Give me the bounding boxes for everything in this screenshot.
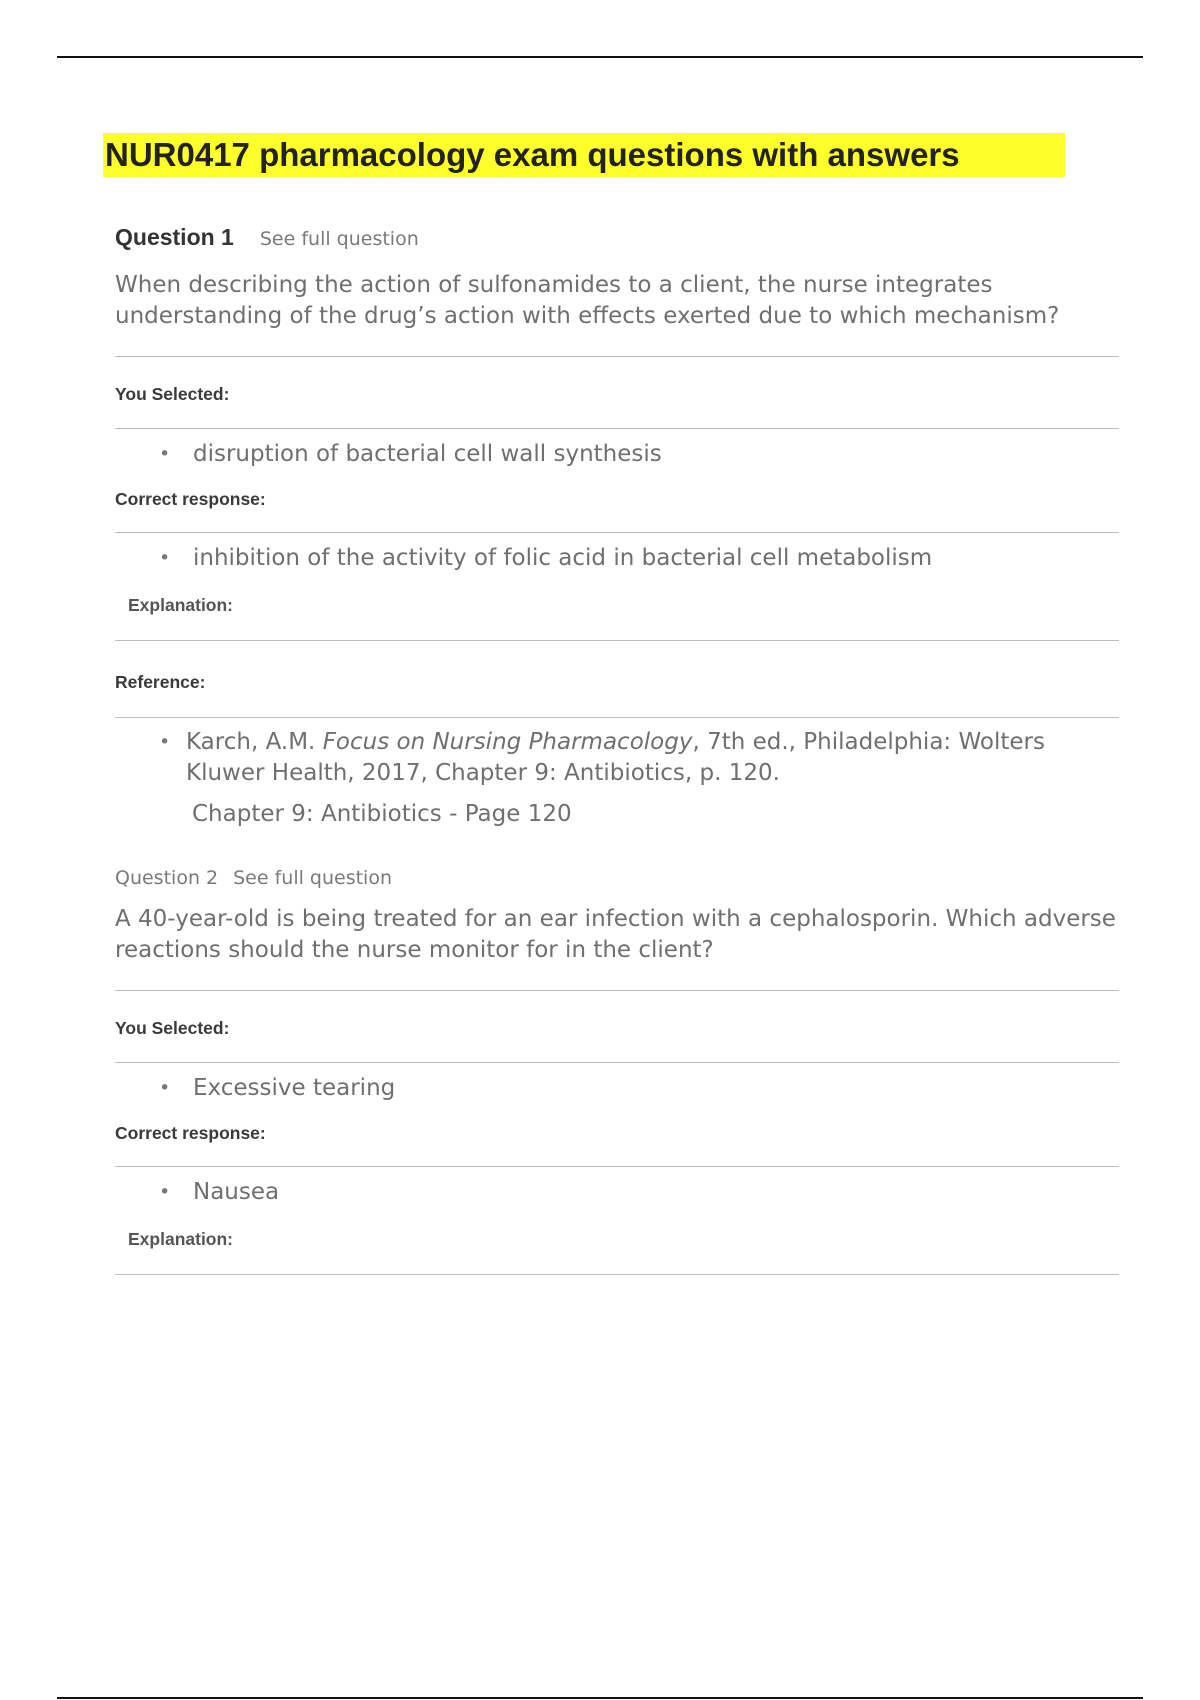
- see-full-question-link[interactable]: See full question: [233, 867, 393, 889]
- you-selected-label: You Selected:: [115, 384, 230, 404]
- correct-response-label: Correct response:: [115, 1123, 266, 1143]
- explanation-label: Explanation:: [128, 595, 234, 615]
- question-2: [115, 867, 1119, 1275]
- bottom-rule: [57, 1697, 1143, 1699]
- you-selected-label: You Selected:: [115, 1018, 230, 1038]
- document-title: NUR0417 pharmacology exam questions with answers: [103, 133, 1065, 177]
- question-list: [115, 224, 1119, 1275]
- explanation-label: Explanation:: [128, 1229, 234, 1249]
- reference-citation: [115, 727, 1119, 789]
- correct-answer: • inhibition of the activity of folic acid in bacterial cell metabolism: [115, 543, 1119, 574]
- question-number: Question 1: [115, 224, 234, 250]
- divider: [115, 1062, 1119, 1063]
- question-1: [115, 224, 1119, 827]
- divider: [115, 356, 1119, 357]
- correct-answer-list: [115, 1177, 1119, 1208]
- question-header: [115, 867, 1119, 889]
- divider: [115, 990, 1119, 991]
- correct-answer-list: [115, 543, 1119, 574]
- question-header: [115, 224, 1119, 251]
- selected-answer-list: [115, 1073, 1119, 1104]
- reference-details: , 7th ed., Philadelphia: Wolters Kluwer Health, 2017, Chapter 9: Antibiotics, p. 120.: [186, 729, 1045, 786]
- selected-answer: • disruption of bacterial cell wall synthesis: [115, 439, 1119, 470]
- divider: [115, 640, 1119, 641]
- reference-list: [115, 727, 1119, 789]
- selected-answer-list: [115, 439, 1119, 470]
- divider: [115, 428, 1119, 429]
- divider: [115, 1166, 1119, 1167]
- correct-answer: • Nausea: [115, 1177, 1119, 1208]
- see-full-question-link[interactable]: See full question: [259, 228, 419, 250]
- divider: [115, 717, 1119, 718]
- divider: [115, 1274, 1119, 1275]
- top-rule: [57, 56, 1143, 58]
- reference-author: Karch, A.M.: [186, 729, 316, 755]
- question-text: When describing the action of sulfonamides to a client, the nurse integrates understanding of the drug’s action with effects exerted due to which mechanism?: [115, 272, 1060, 329]
- question-text: A 40-year-old is being treated for an ear infection with a cephalosporin. Which adverse reactions should the nurse monitor for in the client?: [115, 906, 1116, 963]
- selected-answer: • Excessive tearing: [115, 1073, 1119, 1104]
- correct-response-label: Correct response:: [115, 489, 266, 509]
- reference-book-title: Focus on Nursing Pharmacology: [322, 729, 693, 755]
- reference-page: Chapter 9: Antibiotics - Page 120: [192, 801, 572, 827]
- reference-label: Reference:: [115, 672, 206, 692]
- divider: [115, 532, 1119, 533]
- question-number: Question 2: [115, 867, 219, 889]
